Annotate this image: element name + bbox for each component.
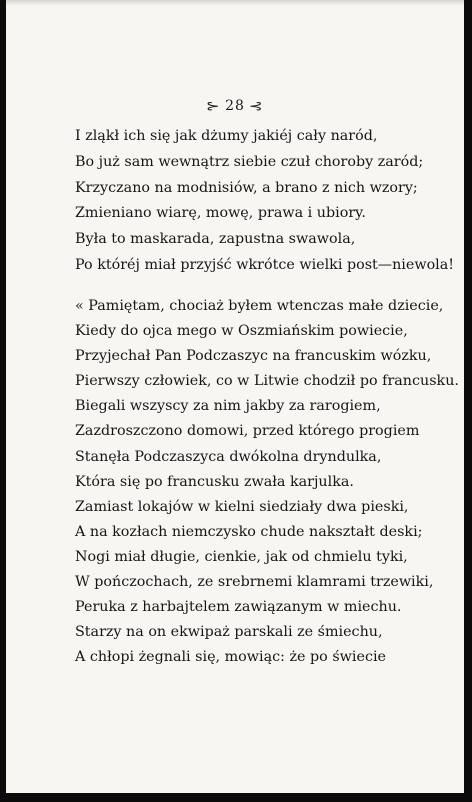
page-top-edge	[6, 0, 464, 6]
verse-line: Zamiast lokajów w kielni siedziały dwa pieski,	[75, 498, 409, 515]
verse-line: W pończochach, ze srebrnemi klamrami trzewiki,	[75, 574, 434, 591]
verse-line: A chłopi żegnali się, mowiąc: że po świecie	[75, 649, 386, 666]
verse-line: Pierwszy człowiek, co w Litwie chodził po francusku.	[75, 373, 459, 390]
verse-line: « Pamiętam, chociaż byłem wtenczas małe dziecie,	[75, 298, 444, 314]
verse-line: Peruka z harbajtelem zawiązanym w miechu.	[75, 599, 402, 616]
stanza-2	[6, 294, 464, 670]
verse-line: Nogi miał długie, cienkie, jak od chmielu tyki,	[75, 548, 408, 565]
ornament-left-icon: ⊱	[205, 99, 222, 113]
verse-line: A na kozłach niemczysko chude nakształt deski;	[75, 523, 423, 540]
verse-line: Bo już sam wewnątrz siebie czuł choroby zaród;	[75, 153, 424, 170]
verse-line: Zazdroszczono domowi, przed którego progiem	[75, 423, 420, 440]
page-header	[6, 98, 464, 114]
verse-line: Która się po francusku zwała karjulka.	[75, 473, 354, 490]
verse-line: Była to maskarada, zapustna swawola,	[75, 231, 356, 248]
verse-line: Zmieniano wiarę, mowę, prawa i ubiory.	[75, 205, 366, 222]
verse-line: Biegali wszyscy za nim jakby za rarogiem,	[75, 398, 381, 415]
book-page	[6, 0, 464, 793]
verse-line: Po któréj miał przyjść wkrótce wielki post—niewola!	[75, 256, 455, 273]
verse-line: Przyjechał Pan Podczaszyc na francuskim wózku,	[75, 348, 432, 365]
stanza-1	[6, 124, 464, 279]
ornament-right-icon: ⊰	[248, 99, 265, 113]
verse-line: Krzyczano na modnisiów, a brano z nich wzory;	[75, 179, 418, 196]
verse-line: Stanęła Podczaszyca dwókolna dryndulka,	[75, 448, 382, 465]
page-number: 28	[225, 98, 245, 114]
verse-line: Starzy na on ekwipaż parskali ze śmiechu,	[75, 624, 383, 641]
verse-line: Kiedy do ojca mego w Oszmiańskim powiecie,	[75, 323, 408, 340]
verse-line: I zląkł ich się jak dżumy jakiéj cały naród,	[75, 128, 378, 144]
